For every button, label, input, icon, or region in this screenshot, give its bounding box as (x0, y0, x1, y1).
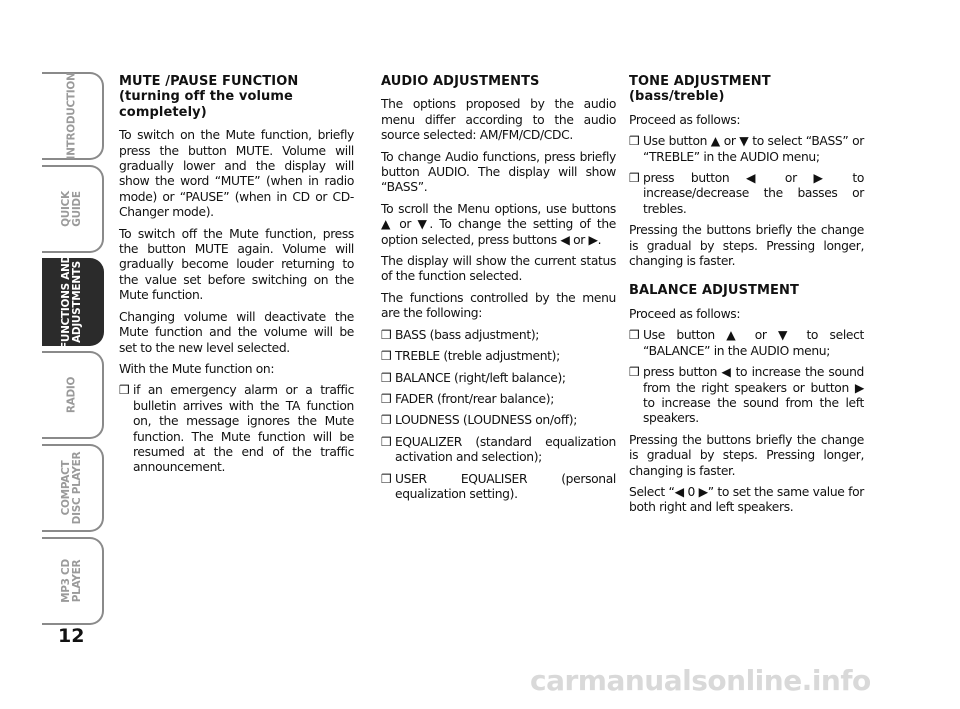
bullet-box-icon: ❒ (381, 370, 392, 385)
paragraph: Pressing the buttons briefly the change is gradual by steps. Pressing longer, changing is faster. (629, 223, 864, 269)
column-tone-balance (629, 74, 864, 522)
tab-quick-guide[interactable] (42, 165, 104, 253)
bullet-box-icon: ❒ (381, 413, 392, 428)
tab-label: RADIO (65, 376, 78, 414)
paragraph: Pressing the buttons briefly the change is gradual by steps. Pressing longer, changing is faster. (629, 432, 864, 478)
tab-label: QUICK GUIDE (60, 191, 83, 227)
list-item (381, 328, 616, 343)
tab-label: INTRODUCTION (65, 72, 78, 160)
bullet-box-icon: ❒ (629, 328, 640, 343)
bullet-box-icon: ❒ (381, 327, 392, 342)
tab-label: MP3 CD PLAYER (60, 559, 83, 603)
paragraph: With the Mute function on: (119, 361, 275, 376)
bullet-box-icon: ❒ (381, 434, 392, 449)
list-item-text: Use button ▲ or ▼ to select “BASS” or “TREBLE” in the AUDIO menu; (643, 134, 864, 164)
list-item (629, 365, 864, 427)
list-item (381, 349, 616, 364)
section-heading: MUTE /PAUSE FUNCTION (turning off the volume completely) (119, 74, 299, 120)
list-item (381, 413, 616, 428)
list-item (381, 392, 616, 407)
paragraph: Changing volume will deactivate the Mute function and the volume will be set to the new level selected. (119, 309, 354, 355)
bullet-box-icon: ❒ (119, 383, 130, 398)
tab-label: COMPACT DISC PLAYER (60, 451, 83, 525)
bullet-box-icon: ❒ (629, 134, 640, 149)
list-item-text: FADER (front/rear balance); (395, 391, 554, 406)
paragraph: Proceed as follows: (629, 112, 741, 127)
paragraph: To switch on the Mute function, briefly press the button MUTE. Volume will gradually lower and the display will show the word “MUTE” (when in radio mode) or “PAUSE” (when in CD or CD-Changer mode). (119, 128, 354, 220)
list-item (629, 328, 864, 359)
tab-compact-disc-player[interactable] (42, 444, 104, 532)
list-item-text: USER EQUALISER (personal equalization setting). (395, 471, 616, 501)
list-item (381, 472, 616, 503)
list-item (629, 171, 864, 217)
list-item-text: TREBLE (treble adjustment); (395, 349, 560, 364)
tab-mp3-cd-player[interactable] (42, 537, 104, 625)
list-item (119, 383, 354, 475)
bullet-box-icon: ❒ (381, 471, 392, 486)
list-item-text: Use button ▲ or ▼ to select “BALANCE” in the AUDIO menu; (643, 328, 864, 358)
paragraph: To change Audio functions, press briefly button AUDIO. The display will show “BASS”. (381, 149, 616, 195)
bullet-box-icon: ❒ (629, 171, 640, 186)
paragraph: The display will show the current status of the function selected. (381, 254, 616, 284)
list-item-text: BASS (bass adjustment); (395, 327, 540, 342)
section-heading: AUDIO ADJUSTMENTS (381, 74, 540, 89)
list-item-text: LOUDNESS (LOUDNESS on/off); (395, 413, 578, 428)
tab-radio[interactable] (42, 351, 104, 439)
watermark: carmanualsonline.info (530, 664, 871, 697)
list-item (629, 134, 864, 165)
bullet-box-icon: ❒ (629, 365, 640, 380)
section-heading: TONE ADJUSTMENT (bass/treble) (629, 74, 771, 105)
list-item-text: BALANCE (right/left balance); (395, 370, 566, 385)
list-item-text: EQUALIZER (standard equalization activation and selection); (395, 434, 616, 465)
list-item-text: press button ◀ or ▶ to increase/decrease the basses or trebles. (643, 171, 864, 216)
column-audio-adjustments (381, 74, 616, 508)
section-heading: BALANCE ADJUSTMENT (629, 283, 799, 299)
paragraph: Proceed as follows: (629, 306, 741, 321)
paragraph: To scroll the Menu options, use buttons ▲ or ▼. To change the setting of the option selected, press buttons ◀ or ▶. (381, 201, 616, 247)
bullet-box-icon: ❒ (381, 349, 392, 364)
tab-introduction[interactable] (42, 72, 104, 160)
tab-functions-and-adjustments[interactable] (42, 255, 104, 349)
paragraph: Select “◀ 0 ▶” to set the same value for both right and left speakers. (629, 484, 864, 515)
tab-label: FUNCTIONS AND ADJUSTMENTS (60, 255, 83, 349)
list-item-text: if an emergency alarm or a traffic bulletin arrives with the TA function on, the message ignores the Mute function. The Mute function will be resumed at the end of the traffic announcement. (133, 383, 354, 475)
paragraph: To switch off the Mute function, press the button MUTE again. Volume will gradually become louder returning to the value set before switching on the Mute function. (119, 226, 354, 303)
list-item-text: press button ◀ to increase the sound from the right speakers or button ▶ to increase the sound from the left speakers. (643, 365, 864, 426)
paragraph: The functions controlled by the menu are the following: (381, 290, 616, 321)
page-number: 12 (58, 625, 85, 647)
column-mute-pause (119, 74, 354, 482)
bullet-box-icon: ❒ (381, 391, 392, 406)
paragraph: The options proposed by the audio menu differ according to the audio source selected: AM/FM/CD/CDC. (381, 97, 616, 143)
list-item (381, 435, 616, 466)
list-item (381, 371, 616, 386)
